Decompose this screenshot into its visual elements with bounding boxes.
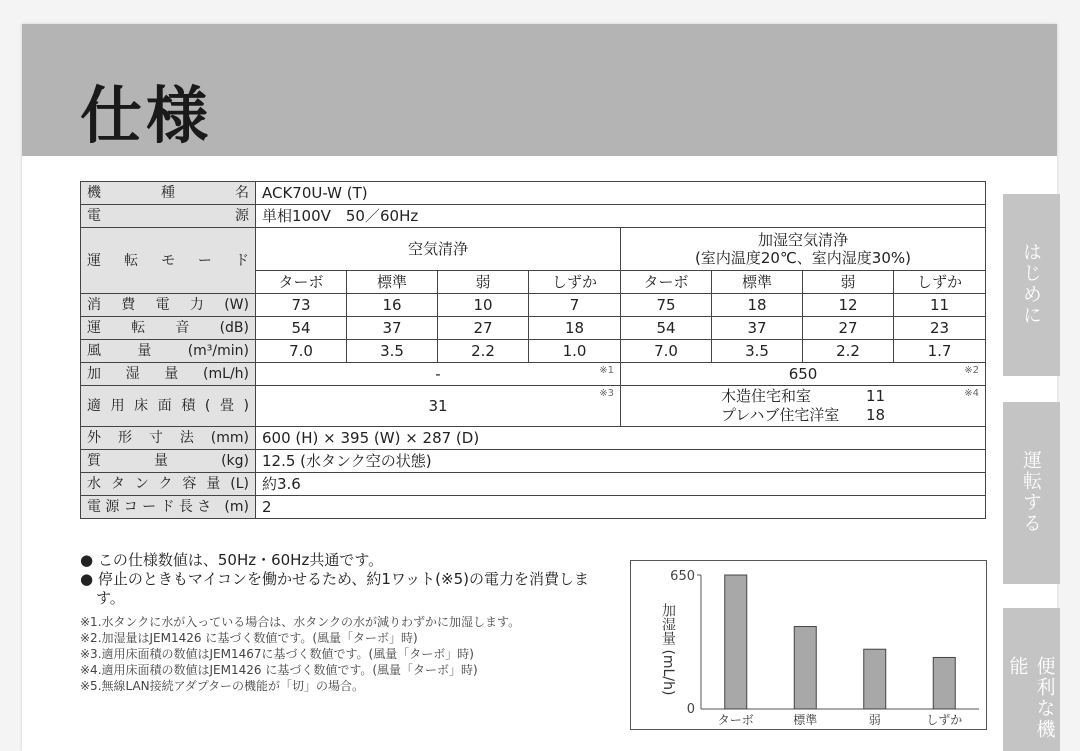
mode-humid-condition: (室内温度20℃、室内湿度30%): [695, 249, 911, 267]
footnote-mark: ※3: [599, 388, 614, 399]
airflow-row: [81, 340, 986, 363]
value-cell: 2.2: [803, 340, 894, 363]
value-cell: 18: [712, 294, 803, 317]
tank-value: 約3.6: [256, 473, 986, 496]
row-label: 風量(m³/min): [81, 340, 256, 363]
value-cell: 7.0: [256, 340, 347, 363]
size-row: [81, 427, 986, 450]
footnote: ※1.水タンクに水が入っている場合は、水タンクの水が減りわずかに加湿します。: [80, 615, 521, 629]
mode-header-row: [81, 228, 986, 271]
cord-row: [81, 496, 986, 519]
value-cell: 27: [438, 317, 529, 340]
mode-humid: [621, 228, 986, 271]
area-air-value: 31: [428, 397, 448, 415]
value-cell: 10: [438, 294, 529, 317]
area-humid: [621, 386, 986, 427]
footnote: ※5.無線LAN接続アダプターの機能が「切」の場合。: [80, 679, 364, 693]
power-value: 単相100V 50／60Hz: [256, 205, 986, 228]
cord-value: 2: [256, 496, 986, 519]
power-consumption-row: [81, 294, 986, 317]
tank-row: [81, 473, 986, 496]
power-row: [81, 205, 986, 228]
level-cell: 標準: [347, 271, 438, 294]
x-tick-label: 標準: [793, 713, 818, 727]
row-label: 運転音(dB): [81, 317, 256, 340]
area-wood-label: 木造住宅和室: [721, 387, 812, 405]
value-cell: 11: [894, 294, 986, 317]
page-title: 仕様: [80, 79, 213, 152]
value-cell: 16: [347, 294, 438, 317]
level-cell: 標準: [712, 271, 803, 294]
model-value: ACK70U-W (T): [256, 182, 986, 205]
value-cell: 1.7: [894, 340, 986, 363]
row-label: 消費電力(W): [81, 294, 256, 317]
x-tick-label: しずか: [926, 713, 963, 727]
value-cell: 23: [894, 317, 986, 340]
value-cell: 7.0: [621, 340, 712, 363]
size-label: 外形寸法(mm): [81, 427, 256, 450]
value-cell: 3.5: [712, 340, 803, 363]
bar: [794, 627, 816, 709]
level-cell: しずか: [894, 271, 986, 294]
value-cell: 2.2: [438, 340, 529, 363]
notes-bullets: [80, 551, 610, 608]
mode-label: 運転モード: [81, 228, 256, 294]
footnote: ※2.加湿量はJEM1426 に基づく数値です。(風量「ターボ」時): [80, 631, 418, 645]
cord-label: 電源コード長さ (m): [81, 496, 256, 519]
tank-label: 水タンク容量(L): [81, 473, 256, 496]
model-row: [81, 182, 986, 205]
side-tab-intro[interactable]: はじめに: [1003, 194, 1060, 376]
mass-value: 12.5 (水タンク空の状態): [256, 450, 986, 473]
y-tick-label: 650: [670, 569, 695, 584]
humidify-row: [81, 363, 986, 386]
footnote: ※4.適用床面積の数値はJEM1426 に基づく数値です。(風量「ターボ」時): [80, 663, 478, 677]
side-tab-features[interactable]: 便利な機能: [1003, 608, 1060, 751]
value-cell: 7: [529, 294, 621, 317]
humidify-label: 加湿量(mL/h): [81, 363, 256, 386]
value-cell: 75: [621, 294, 712, 317]
humidify-value: 650: [788, 365, 818, 383]
value-cell: 73: [256, 294, 347, 317]
level-cell: ターボ: [256, 271, 347, 294]
mass-label: 質量(kg): [81, 450, 256, 473]
mode-air: 空気清浄: [256, 228, 621, 271]
power-label: 電源: [81, 205, 256, 228]
level-cell: ターボ: [621, 271, 712, 294]
bullet-note: ● 停止のときもマイコンを働かせるため、約1ワット(※5)の電力を消費します。: [80, 570, 589, 607]
value-cell: 37: [347, 317, 438, 340]
value-cell: 3.5: [347, 340, 438, 363]
x-tick-label: 弱: [868, 713, 881, 727]
mass-row: [81, 450, 986, 473]
humidify-air: [256, 363, 621, 386]
level-cell: 弱: [438, 271, 529, 294]
chart-canvas: [631, 561, 986, 729]
footnote-mark: ※2: [964, 365, 980, 376]
floor-area-row: [81, 386, 986, 427]
bullet-note: ● この仕様数値は、50Hz・60Hz共通です。: [80, 551, 384, 569]
footnote-mark: ※4: [964, 388, 980, 399]
area-air: [256, 386, 621, 427]
value-cell: 54: [256, 317, 347, 340]
footnotes: [80, 614, 610, 694]
x-tick-label: ターボ: [717, 713, 754, 727]
value-cell: 18: [529, 317, 621, 340]
size-value: 600 (H) × 395 (W) × 287 (D): [256, 427, 986, 450]
level-cell: 弱: [803, 271, 894, 294]
footnote: ※3.適用床面積の数値はJEM1467に基づく数値です。(風量「ターボ」時): [80, 647, 474, 661]
bar: [864, 649, 886, 709]
area-prefab-label: プレハブ住宅洋室: [721, 406, 840, 424]
noise-row: [81, 317, 986, 340]
area-prefab-value: 18: [866, 406, 886, 424]
level-cell: しずか: [529, 271, 621, 294]
area-label: 適用床面積(畳): [81, 386, 256, 427]
spec-table: [80, 181, 986, 519]
humidify-chart: [630, 560, 987, 730]
value-cell: 27: [803, 317, 894, 340]
bar: [725, 575, 747, 709]
humidify-air-value: -: [435, 365, 441, 383]
value-cell: 37: [712, 317, 803, 340]
model-label: 機種名: [81, 182, 256, 205]
mode-humid-title: 加湿空気清浄: [758, 231, 849, 249]
footnote-mark: ※1: [599, 365, 614, 376]
humidify-humid: [621, 363, 986, 386]
side-tab-operate[interactable]: 運転する: [1003, 402, 1060, 584]
area-wood-value: 11: [866, 387, 886, 405]
value-cell: 12: [803, 294, 894, 317]
bar: [933, 657, 955, 709]
y-tick-label: 0: [686, 702, 695, 717]
value-cell: 54: [621, 317, 712, 340]
y-axis-label: 加湿量 (mL/h): [660, 603, 676, 696]
value-cell: 1.0: [529, 340, 621, 363]
